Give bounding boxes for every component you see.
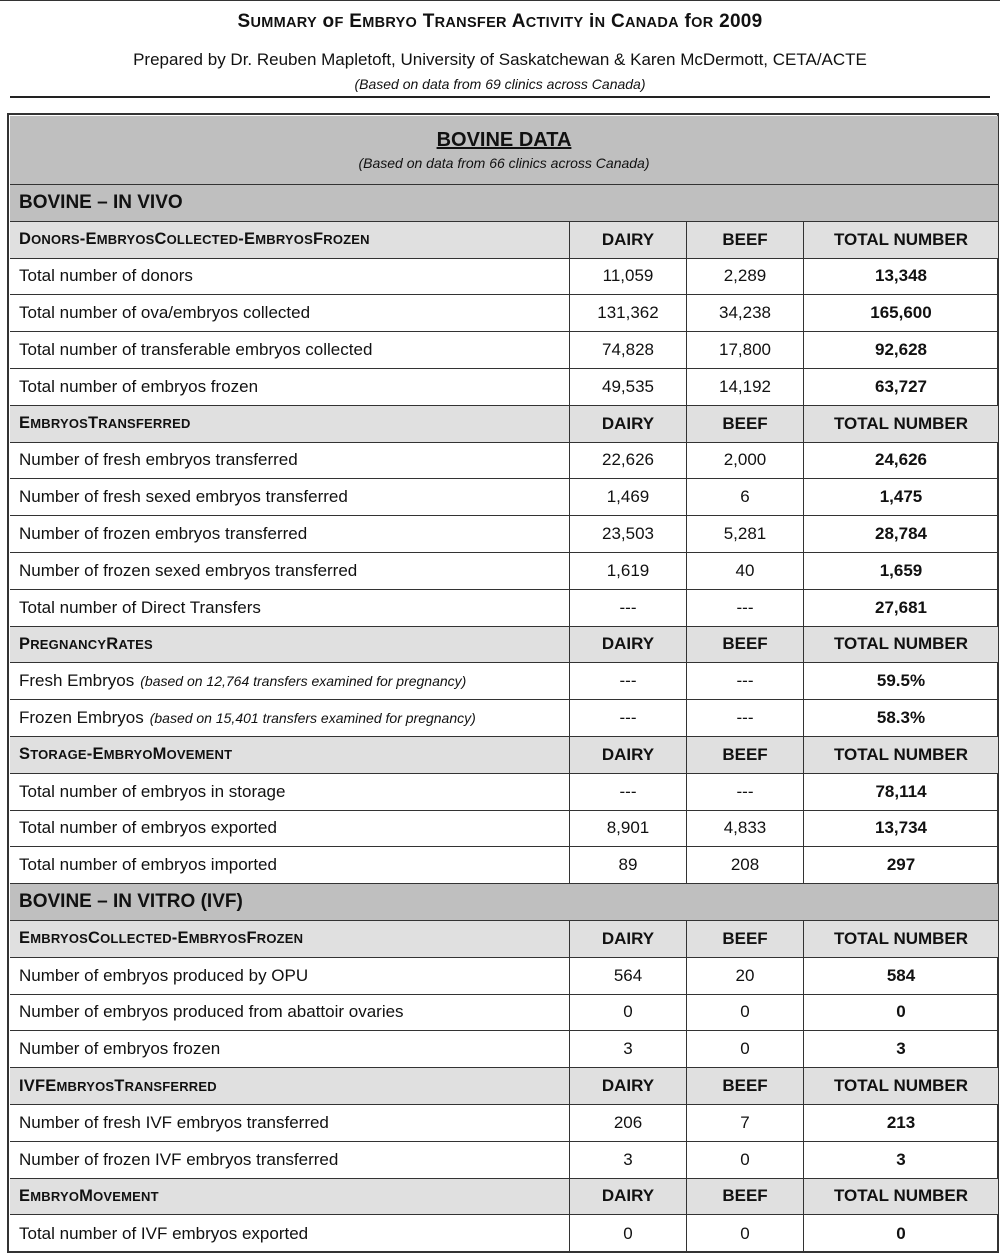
table-row bbox=[10, 259, 998, 296]
dairy-value: --- bbox=[570, 663, 687, 699]
table-row bbox=[10, 295, 998, 332]
total-value: 3 bbox=[896, 1039, 906, 1059]
total-value: 92,628 bbox=[875, 340, 927, 360]
beef-value: 6 bbox=[687, 479, 804, 515]
total-value: 59.5% bbox=[876, 671, 926, 691]
header-divider bbox=[10, 96, 990, 98]
table-row bbox=[10, 590, 998, 627]
row-label-text: Total number of IVF embryos exported bbox=[19, 1223, 309, 1243]
beef-value: 0 bbox=[687, 1031, 804, 1067]
col-header-beef: BEEF bbox=[687, 627, 804, 663]
table-row bbox=[10, 811, 998, 848]
ivf-collected-header bbox=[10, 921, 998, 958]
dairy-value: --- bbox=[570, 700, 687, 736]
table-row bbox=[10, 479, 998, 516]
table-row bbox=[10, 958, 998, 995]
beef-value: 40 bbox=[687, 553, 804, 589]
bovine-data-table bbox=[7, 113, 999, 1253]
beef-value: 0 bbox=[687, 1142, 804, 1178]
beef-value: 5,281 bbox=[687, 516, 804, 552]
section-heading: I VF E MBRYOS T RANSFERRED bbox=[10, 1068, 570, 1104]
dairy-value: 8,901 bbox=[570, 811, 687, 847]
table-title-band bbox=[10, 116, 998, 185]
row-label-text: Total number of embryos frozen bbox=[19, 376, 259, 396]
col-header-dairy: DAIRY bbox=[570, 1179, 687, 1215]
row-label-text: Number of embryos produced from abattoir ovaries bbox=[19, 1002, 404, 1022]
beef-value: 17,800 bbox=[687, 332, 804, 368]
dairy-value: 206 bbox=[570, 1105, 687, 1141]
total-value: 0 bbox=[896, 1002, 906, 1022]
total-value: 213 bbox=[886, 1112, 916, 1132]
table-row bbox=[10, 1031, 998, 1068]
table-row bbox=[10, 1215, 998, 1252]
beef-value: --- bbox=[687, 700, 804, 736]
total-value: 13,348 bbox=[875, 266, 927, 286]
col-header-beef: BEEF bbox=[687, 406, 804, 442]
col-header-total: TOTAL NUMBER bbox=[833, 634, 969, 654]
section-heading: D ONORS - E MBRYOS C OLLECTED - E MBRYOS F ROZEN bbox=[10, 222, 570, 258]
dairy-value: 131,362 bbox=[570, 295, 687, 331]
row-label-text: Total number of transferable embryos collected bbox=[19, 340, 373, 360]
in-vitro-band bbox=[10, 884, 998, 921]
total-value: 78,114 bbox=[875, 781, 927, 801]
dairy-value: 22,626 bbox=[570, 443, 687, 479]
beef-value: 7 bbox=[687, 1105, 804, 1141]
col-header-dairy: DAIRY bbox=[570, 406, 687, 442]
storage-header bbox=[10, 737, 998, 774]
beef-value: 20 bbox=[687, 958, 804, 994]
total-value: 24,626 bbox=[875, 450, 927, 470]
row-label bbox=[10, 516, 570, 552]
row-label bbox=[10, 995, 570, 1031]
col-header-beef: BEEF bbox=[687, 1179, 804, 1215]
row-label-text: Number of frozen embryos transferred bbox=[19, 524, 308, 544]
row-label bbox=[10, 700, 570, 736]
beef-value: 14,192 bbox=[687, 369, 804, 405]
table-subtitle: (Based on data from 66 clinics across Canada) bbox=[358, 155, 650, 171]
table-grid bbox=[10, 116, 998, 1252]
dairy-value: 89 bbox=[570, 847, 687, 883]
total-value: 584 bbox=[886, 965, 916, 985]
total-value: 3 bbox=[896, 1149, 906, 1169]
row-label-text: Frozen Embryos bbox=[19, 708, 144, 728]
table-row bbox=[10, 663, 998, 700]
col-header-total: TOTAL NUMBER bbox=[833, 229, 969, 249]
dairy-value: 0 bbox=[570, 1215, 687, 1252]
document-header bbox=[0, 8, 1000, 94]
row-label bbox=[10, 1105, 570, 1141]
col-header-total: TOTAL NUMBER bbox=[833, 928, 969, 948]
section-heading: P REGNANCY R ATES bbox=[10, 627, 570, 663]
in-vivo-band-label: BOVINE – IN VIVO bbox=[19, 191, 183, 213]
top-rule bbox=[0, 0, 1000, 1]
document-title: SUMMARY oF EMBRYO TRANSFER ACTIVITY iN CANADA fOR 2009 bbox=[237, 11, 763, 32]
dairy-value: --- bbox=[570, 590, 687, 626]
total-value: 27,681 bbox=[875, 597, 927, 617]
row-label-text: Fresh Embryos bbox=[19, 671, 135, 691]
beef-value: 2,289 bbox=[687, 259, 804, 295]
total-value: 0 bbox=[896, 1223, 906, 1243]
col-header-dairy: DAIRY bbox=[570, 921, 687, 957]
row-label bbox=[10, 332, 570, 368]
row-label bbox=[10, 1142, 570, 1178]
clinics-note: (Based on data from 69 clinics across Canada) bbox=[354, 76, 646, 92]
table-row bbox=[10, 1142, 998, 1179]
table-row bbox=[10, 995, 998, 1032]
transferred-header bbox=[10, 406, 998, 443]
row-label bbox=[10, 443, 570, 479]
col-header-dairy: DAIRY bbox=[570, 1068, 687, 1104]
dairy-value: 3 bbox=[570, 1142, 687, 1178]
prepared-by: Prepared by Dr. Reuben Mapletoft, University of Saskatchewan & Karen McDermott, CETA/ACTE bbox=[133, 50, 867, 69]
section-heading: E MBRYOS C OLLECTED - E MBRYOS F ROZEN bbox=[10, 921, 570, 957]
table-row bbox=[10, 1105, 998, 1142]
row-label bbox=[10, 1215, 570, 1252]
table-row bbox=[10, 774, 998, 811]
in-vivo-band bbox=[10, 185, 998, 222]
pregnancy-header bbox=[10, 627, 998, 664]
total-value: 13,734 bbox=[875, 818, 927, 838]
in-vitro-band-label: BOVINE – IN VITRO (IVF) bbox=[19, 891, 243, 913]
col-header-total: TOTAL NUMBER bbox=[833, 1076, 969, 1096]
row-label-text: Number of embryos frozen bbox=[19, 1039, 221, 1059]
total-value: 63,727 bbox=[875, 376, 927, 396]
row-label bbox=[10, 1031, 570, 1067]
col-header-beef: BEEF bbox=[687, 1068, 804, 1104]
table-row bbox=[10, 369, 998, 406]
table-row bbox=[10, 553, 998, 590]
col-header-dairy: DAIRY bbox=[570, 627, 687, 663]
dairy-value: 564 bbox=[570, 958, 687, 994]
dairy-value: 1,469 bbox=[570, 479, 687, 515]
row-label bbox=[10, 295, 570, 331]
table-row bbox=[10, 443, 998, 480]
row-label-text: Total number of embryos in storage bbox=[19, 781, 286, 801]
row-label bbox=[10, 663, 570, 699]
total-value: 58.3% bbox=[876, 708, 926, 728]
table-row bbox=[10, 847, 998, 884]
row-label-text: Number of fresh sexed embryos transferred bbox=[19, 487, 348, 507]
row-label-text: Total number of Direct Transfers bbox=[19, 597, 261, 617]
col-header-beef: BEEF bbox=[687, 222, 804, 258]
beef-value: 208 bbox=[687, 847, 804, 883]
row-label-text: Number of fresh IVF embryos transferred bbox=[19, 1112, 329, 1132]
dairy-value: 49,535 bbox=[570, 369, 687, 405]
beef-value: --- bbox=[687, 590, 804, 626]
col-header-total: TOTAL NUMBER bbox=[833, 744, 969, 764]
row-label bbox=[10, 590, 570, 626]
dairy-value: 23,503 bbox=[570, 516, 687, 552]
col-header-dairy: DAIRY bbox=[570, 737, 687, 773]
row-label-text: Total number of embryos exported bbox=[19, 818, 277, 838]
row-label bbox=[10, 369, 570, 405]
table-title: BOVINE DATA bbox=[436, 129, 572, 151]
beef-value: --- bbox=[687, 663, 804, 699]
beef-value: 4,833 bbox=[687, 811, 804, 847]
row-label-text: Number of frozen sexed embryos transferred bbox=[19, 560, 358, 580]
row-label bbox=[10, 259, 570, 295]
row-label-text: Total number of ova/embryos collected bbox=[19, 303, 311, 323]
total-value: 28,784 bbox=[875, 524, 927, 544]
row-label bbox=[10, 811, 570, 847]
row-label-text: Number of fresh embryos transferred bbox=[19, 450, 298, 470]
total-value: 1,475 bbox=[879, 487, 923, 507]
dairy-value: 11,059 bbox=[570, 259, 687, 295]
row-note: (based on 15,401 transfers examined for pregnancy) bbox=[149, 710, 476, 727]
beef-value: 0 bbox=[687, 1215, 804, 1252]
row-label bbox=[10, 847, 570, 883]
beef-value: 0 bbox=[687, 995, 804, 1031]
beef-value: 34,238 bbox=[687, 295, 804, 331]
dairy-value: 3 bbox=[570, 1031, 687, 1067]
row-label-text: Number of embryos produced by OPU bbox=[19, 965, 309, 985]
row-label bbox=[10, 553, 570, 589]
table-row bbox=[10, 516, 998, 553]
dairy-value: 0 bbox=[570, 995, 687, 1031]
table-row bbox=[10, 332, 998, 369]
dairy-value: 1,619 bbox=[570, 553, 687, 589]
beef-value: --- bbox=[687, 774, 804, 810]
row-note: (based on 12,764 transfers examined for pregnancy) bbox=[140, 673, 467, 690]
beef-value: 2,000 bbox=[687, 443, 804, 479]
row-label bbox=[10, 958, 570, 994]
table-row bbox=[10, 700, 998, 737]
row-label-text: Number of frozen IVF embryos transferred bbox=[19, 1149, 339, 1169]
section-heading: E MBRYOS T RANSFERRED bbox=[10, 406, 570, 442]
donors-header bbox=[10, 222, 998, 259]
dairy-value: --- bbox=[570, 774, 687, 810]
total-value: 1,659 bbox=[879, 560, 923, 580]
col-header-beef: BEEF bbox=[687, 921, 804, 957]
col-header-total: TOTAL NUMBER bbox=[833, 1186, 969, 1206]
col-header-total: TOTAL NUMBER bbox=[833, 413, 969, 433]
col-header-beef: BEEF bbox=[687, 737, 804, 773]
row-label bbox=[10, 479, 570, 515]
ivf-transferred-header bbox=[10, 1068, 998, 1105]
col-header-dairy: DAIRY bbox=[570, 222, 687, 258]
dairy-value: 74,828 bbox=[570, 332, 687, 368]
row-label-text: Total number of embryos imported bbox=[19, 855, 277, 875]
total-value: 297 bbox=[886, 855, 916, 875]
row-label-text: Total number of donors bbox=[19, 266, 193, 286]
total-value: 165,600 bbox=[870, 303, 932, 323]
ivf-movement-header bbox=[10, 1179, 998, 1216]
row-label bbox=[10, 774, 570, 810]
section-heading: S TORAGE - E MBRYO M OVEMENT bbox=[10, 737, 570, 773]
section-heading: E MBRYO M OVEMENT bbox=[10, 1179, 570, 1215]
